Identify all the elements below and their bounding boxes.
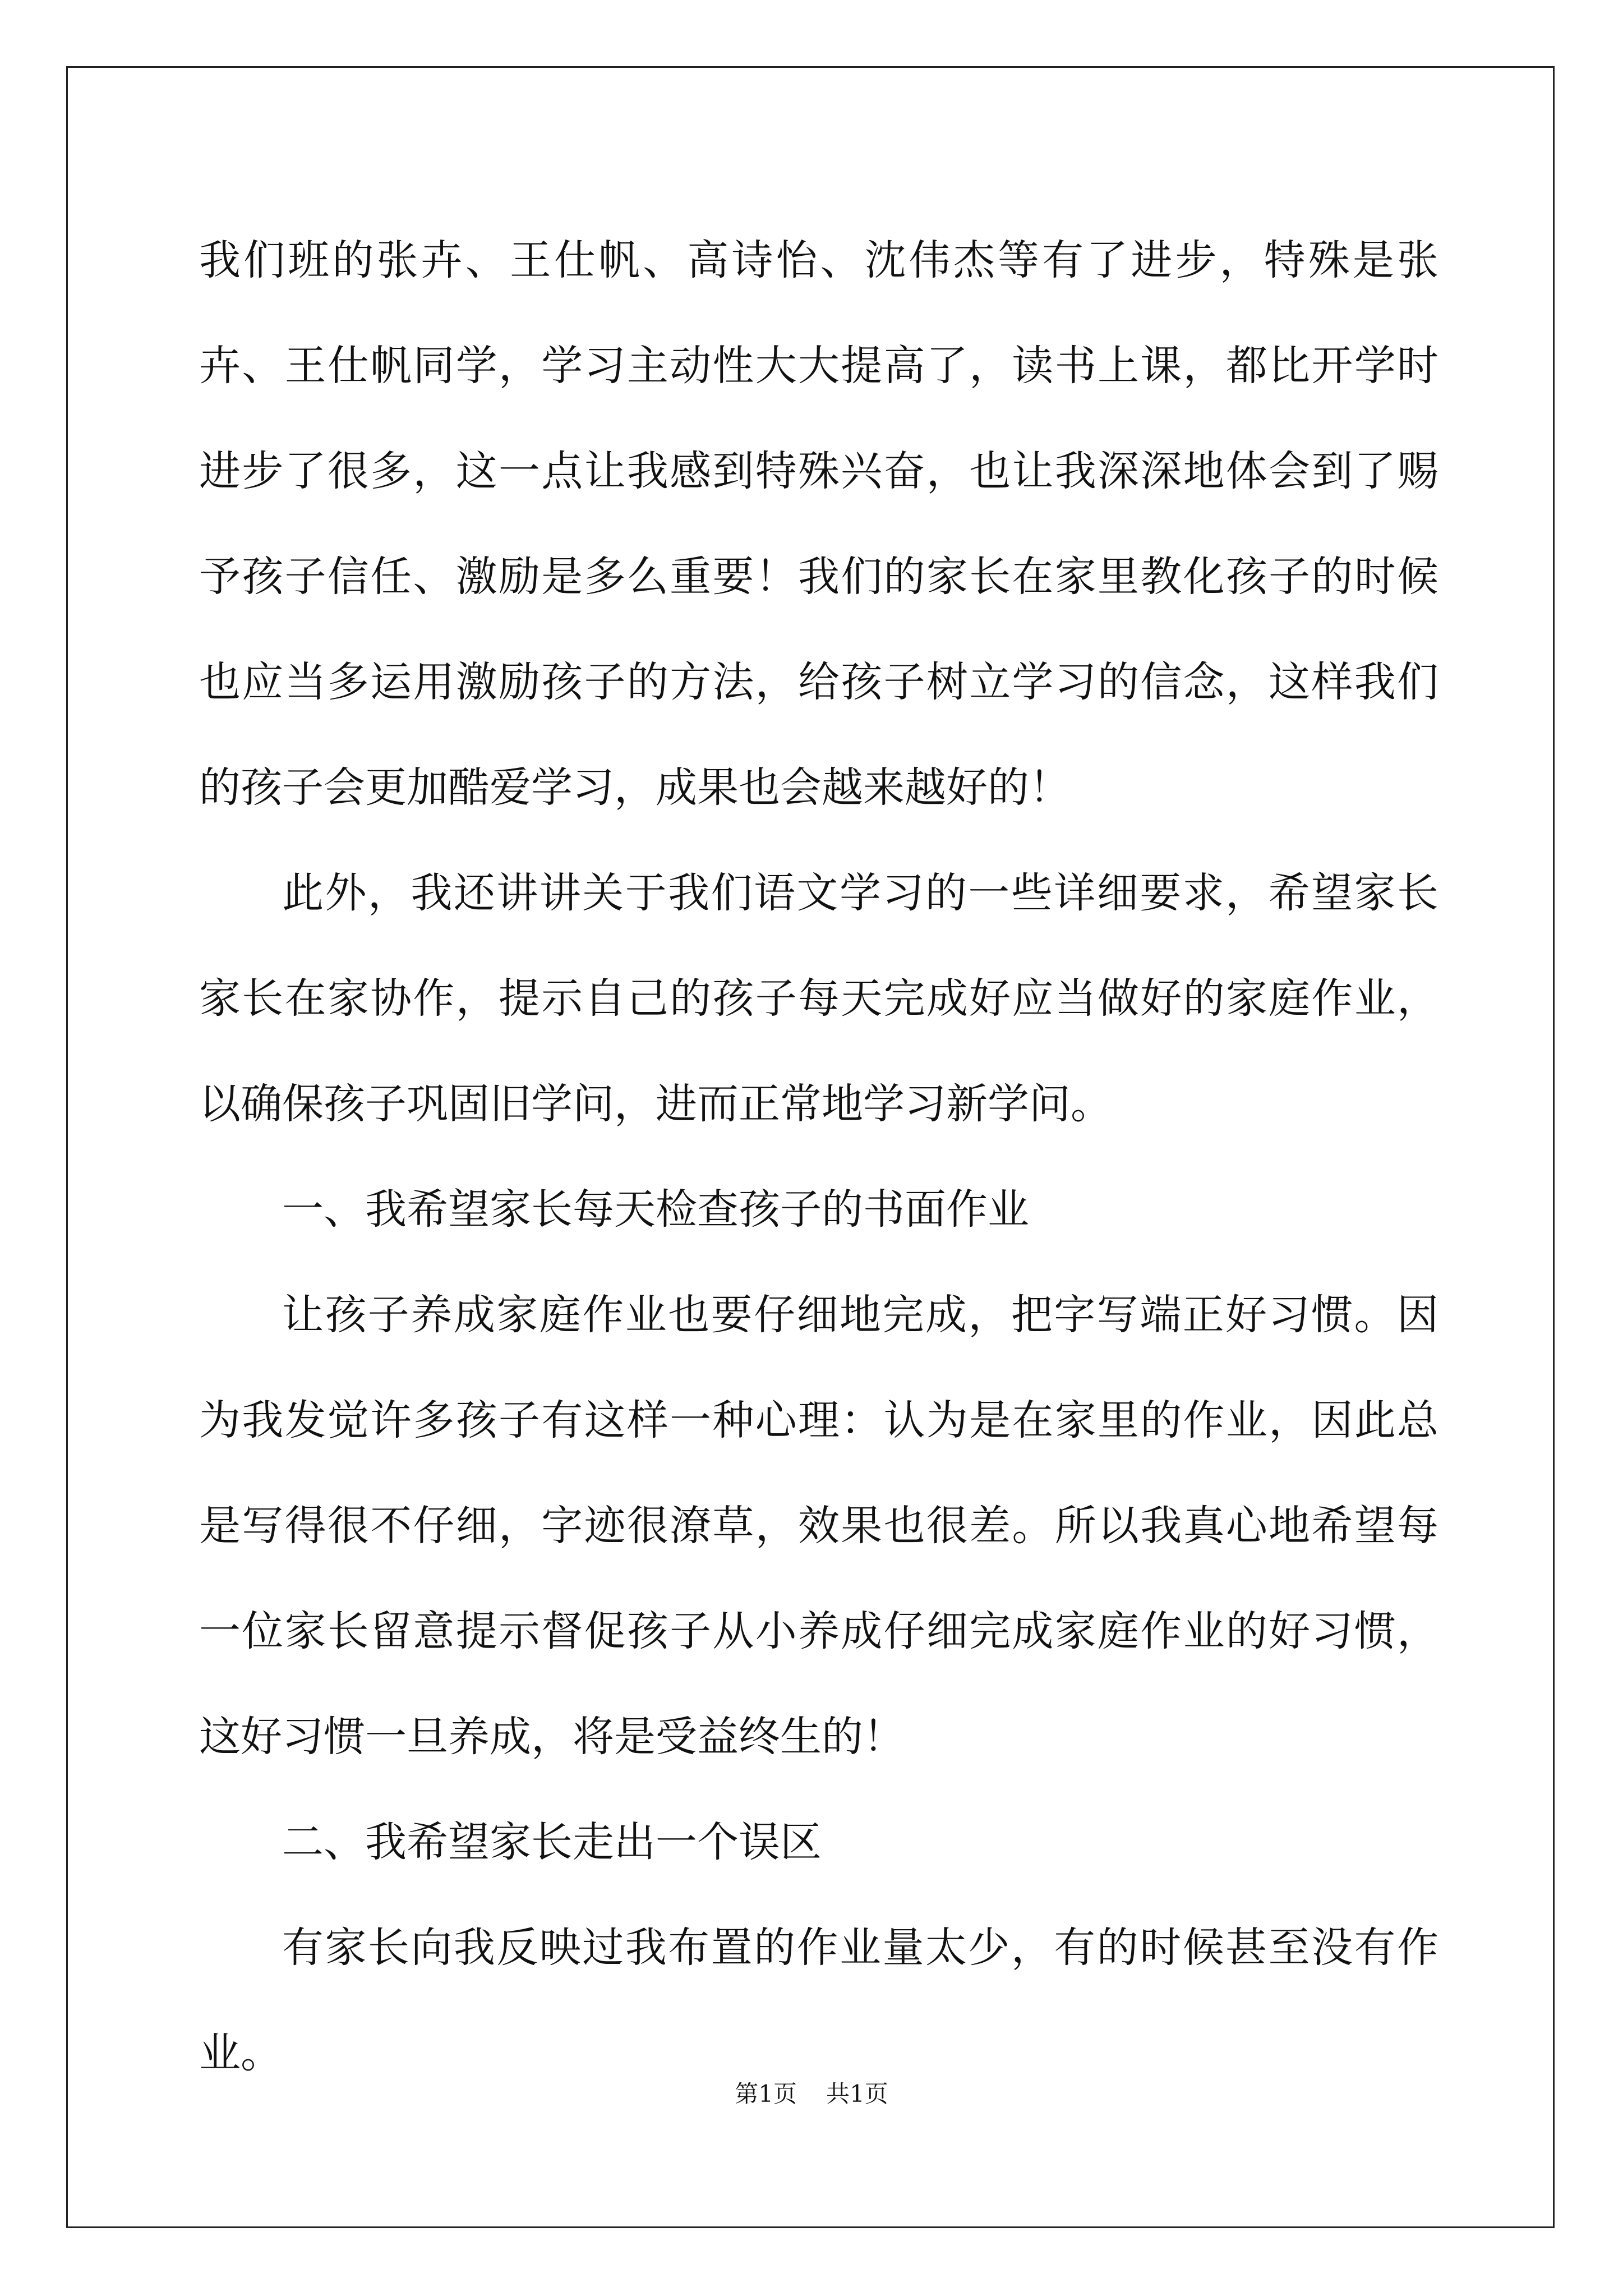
- page-number-current: 第1页: [735, 2080, 797, 2108]
- section-heading-2: 二、我希望家长走出一个误区: [282, 1818, 822, 1866]
- paragraph-3: 让孩子养成家庭作业也要仔细地完成，把字写端正好习惯。因为我发觉许多孩子有这样一种心理：认为是在家里的作业，因此总是写得很不仔细，字迹很潦草，效果也很差。所以我真心地希望每一位家长留意提示督促孩子从小养成仔细完成家庭作业的好习惯，这好习惯一旦养成，将是受益终生的！: [199, 1291, 1438, 1761]
- section-heading-1: 一、我希望家长每天检查孩子的书面作业: [282, 1185, 1029, 1234]
- page-number-total: 共1页: [826, 2080, 888, 2108]
- paragraph-1: 我们班的张卉、王仕帆、高诗怡、沈伟杰等有了进步，特殊是张卉、王仕帆同学，学习主动性大大提高了，读书上课，都比开学时进步了很多，这一点让我感到特殊兴奋，也让我深深地体会到了赐予孩子信任、激励是多么重要！我们的家长在家里教化孩子的时候也应当多运用激励孩子的方法，给孩子树立学习的信念，这样我们的孩子会更加酷爱学习，成果也会越来越好的！: [199, 236, 1438, 812]
- paragraph-2: 此外，我还讲讲关于我们语文学习的一些详细要求，希望家长家长在家协作，提示自己的孩子每天完成好应当做好的家庭作业，以确保孩子巩固旧学问，进而正常地学习新学问。: [199, 869, 1438, 1128]
- document-body: [199, 208, 1438, 2106]
- paragraph-4: 有家长向我反映过我布置的作业量太少，有的时候甚至没有作业。: [199, 1924, 1438, 2077]
- page-footer: [0, 2076, 1623, 2109]
